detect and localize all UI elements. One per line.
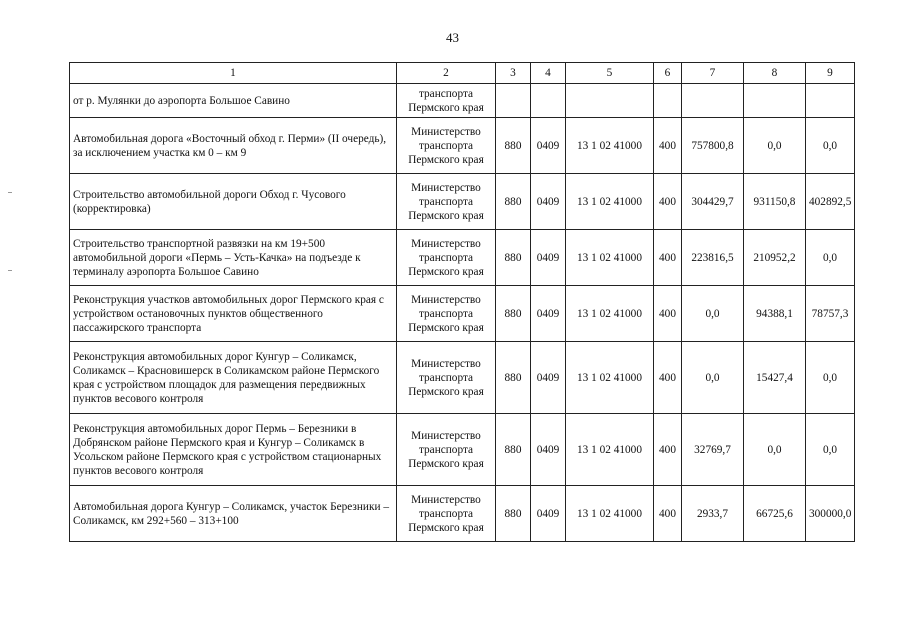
cell-value-col7 bbox=[682, 84, 744, 118]
cell-expense-type: 400 bbox=[654, 342, 682, 414]
cell-value-col7: 0,0 bbox=[682, 286, 744, 342]
column-header-8: 8 bbox=[744, 63, 806, 84]
cell-expense-type: 400 bbox=[654, 118, 682, 174]
cell-administrator: Министерство транспорта Пермского края bbox=[397, 486, 496, 542]
scan-mark bbox=[8, 270, 12, 271]
cell-administrator: Министерство транспорта Пермского края bbox=[397, 342, 496, 414]
cell-value-col9: 0,0 bbox=[806, 118, 855, 174]
cell-target-article: 13 1 02 41000 bbox=[566, 342, 654, 414]
column-header-1: 1 bbox=[70, 63, 397, 84]
cell-description: Строительство транспортной развязки на км 19+500 автомобильной дороги «Пермь – Усть-Качка» на подъезде к терминалу аэропорта Большое Савино bbox=[70, 230, 397, 286]
table-row bbox=[70, 486, 855, 542]
cell-section bbox=[531, 84, 566, 118]
table-row bbox=[70, 286, 855, 342]
cell-code-880: 880 bbox=[496, 230, 531, 286]
cell-value-col7: 223816,5 bbox=[682, 230, 744, 286]
cell-code-880 bbox=[496, 84, 531, 118]
table-row bbox=[70, 342, 855, 414]
cell-value-col9: 0,0 bbox=[806, 414, 855, 486]
cell-description: Реконструкция автомобильных дорог Кунгур – Соликамск, Соликамск – Красновишерск в Соликамском районе Пермского края с устройством площадок для размещения передвижных пунктов весового контроля bbox=[70, 342, 397, 414]
cell-administrator: транспорта Пермского края bbox=[397, 84, 496, 118]
cell-administrator: Министерство транспорта Пермского края bbox=[397, 230, 496, 286]
table-header-row bbox=[70, 63, 855, 84]
cell-value-col8 bbox=[744, 84, 806, 118]
cell-target-article: 13 1 02 41000 bbox=[566, 486, 654, 542]
cell-section: 0409 bbox=[531, 286, 566, 342]
cell-target-article: 13 1 02 41000 bbox=[566, 414, 654, 486]
cell-target-article: 13 1 02 41000 bbox=[566, 118, 654, 174]
cell-administrator: Министерство транспорта Пермского края bbox=[397, 286, 496, 342]
cell-section: 0409 bbox=[531, 174, 566, 230]
cell-value-col8: 15427,4 bbox=[744, 342, 806, 414]
cell-value-col8: 94388,1 bbox=[744, 286, 806, 342]
cell-code-880: 880 bbox=[496, 486, 531, 542]
cell-description: Строительство автомобильной дороги Обход г. Чусового (корректировка) bbox=[70, 174, 397, 230]
cell-expense-type: 400 bbox=[654, 174, 682, 230]
column-header-6: 6 bbox=[654, 63, 682, 84]
cell-administrator: Министерство транспорта Пермского края bbox=[397, 118, 496, 174]
cell-target-article: 13 1 02 41000 bbox=[566, 286, 654, 342]
cell-expense-type: 400 bbox=[654, 230, 682, 286]
cell-administrator: Министерство транспорта Пермского края bbox=[397, 414, 496, 486]
cell-expense-type: 400 bbox=[654, 286, 682, 342]
cell-description: Автомобильная дорога «Восточный обход г. Перми» (II очередь), за исключением участка км 0 – км 9 bbox=[70, 118, 397, 174]
scan-mark bbox=[8, 192, 12, 193]
cell-section: 0409 bbox=[531, 414, 566, 486]
cell-value-col7: 0,0 bbox=[682, 342, 744, 414]
table-row bbox=[70, 174, 855, 230]
table-body bbox=[70, 84, 855, 542]
page-number: 43 bbox=[446, 30, 459, 45]
cell-target-article: 13 1 02 41000 bbox=[566, 174, 654, 230]
cell-description: Реконструкция автомобильных дорог Пермь – Березники в Добрянском районе Пермского края и Кунгур – Соликамск в Усольском районе Пермского края с устройством стационарных пунктов весового контроля bbox=[70, 414, 397, 486]
column-header-7: 7 bbox=[682, 63, 744, 84]
cell-value-col9: 300000,0 bbox=[806, 486, 855, 542]
column-header-4: 4 bbox=[531, 63, 566, 84]
cell-value-col8: 0,0 bbox=[744, 118, 806, 174]
cell-expense-type bbox=[654, 84, 682, 118]
cell-section: 0409 bbox=[531, 486, 566, 542]
cell-code-880: 880 bbox=[496, 174, 531, 230]
cell-expense-type: 400 bbox=[654, 414, 682, 486]
cell-target-article: 13 1 02 41000 bbox=[566, 230, 654, 286]
column-header-9: 9 bbox=[806, 63, 855, 84]
cell-section: 0409 bbox=[531, 230, 566, 286]
column-header-3: 3 bbox=[496, 63, 531, 84]
cell-code-880: 880 bbox=[496, 342, 531, 414]
cell-code-880: 880 bbox=[496, 118, 531, 174]
cell-value-col8: 931150,8 bbox=[744, 174, 806, 230]
table-row bbox=[70, 230, 855, 286]
cell-value-col9: 0,0 bbox=[806, 342, 855, 414]
cell-administrator: Министерство транспорта Пермского края bbox=[397, 174, 496, 230]
cell-value-col8: 0,0 bbox=[744, 414, 806, 486]
budget-table bbox=[69, 62, 855, 542]
cell-value-col9: 402892,5 bbox=[806, 174, 855, 230]
cell-value-col8: 66725,6 bbox=[744, 486, 806, 542]
cell-value-col8: 210952,2 bbox=[744, 230, 806, 286]
cell-code-880: 880 bbox=[496, 286, 531, 342]
cell-description: от р. Мулянки до аэропорта Большое Савино bbox=[70, 84, 397, 118]
cell-section: 0409 bbox=[531, 342, 566, 414]
cell-target-article bbox=[566, 84, 654, 118]
table-row bbox=[70, 414, 855, 486]
cell-value-col7: 32769,7 bbox=[682, 414, 744, 486]
cell-section: 0409 bbox=[531, 118, 566, 174]
cell-value-col7: 757800,8 bbox=[682, 118, 744, 174]
cell-value-col9: 0,0 bbox=[806, 230, 855, 286]
cell-expense-type: 400 bbox=[654, 486, 682, 542]
cell-code-880: 880 bbox=[496, 414, 531, 486]
table-row bbox=[70, 84, 855, 118]
cell-value-col7: 2933,7 bbox=[682, 486, 744, 542]
cell-value-col7: 304429,7 bbox=[682, 174, 744, 230]
column-header-2: 2 bbox=[397, 63, 496, 84]
cell-description: Автомобильная дорога Кунгур – Соликамск, участок Березники – Соликамск, км 292+560 – 313+100 bbox=[70, 486, 397, 542]
table-row bbox=[70, 118, 855, 174]
cell-description: Реконструкция участков автомобильных дорог Пермского края с устройством остановочных пунктов общественного пассажирского транспорта bbox=[70, 286, 397, 342]
cell-value-col9 bbox=[806, 84, 855, 118]
column-header-5: 5 bbox=[566, 63, 654, 84]
cell-value-col9: 78757,3 bbox=[806, 286, 855, 342]
